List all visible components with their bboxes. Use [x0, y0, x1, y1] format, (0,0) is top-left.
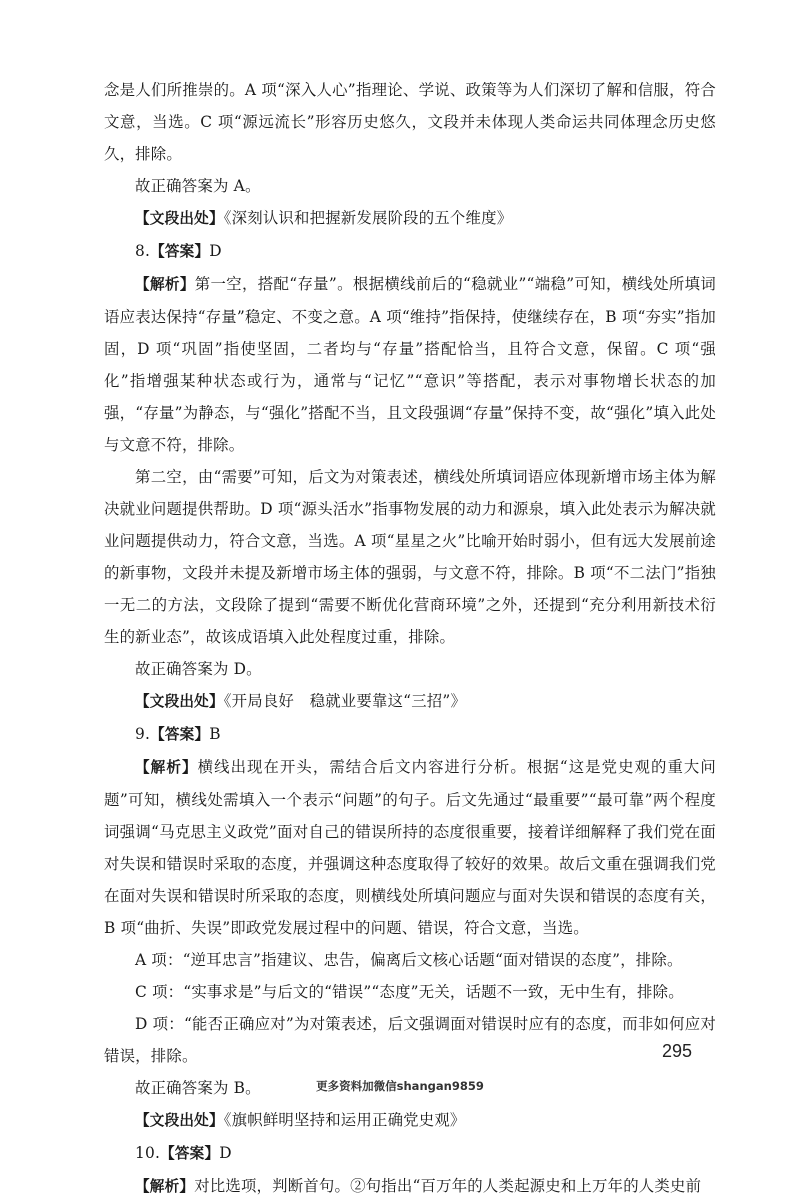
question-number: 8. — [135, 242, 151, 260]
paragraph — [104, 461, 716, 653]
source-label: 【文段出处】 — [135, 693, 224, 710]
paragraph — [104, 976, 716, 1008]
source-label: 【文段出处】 — [135, 210, 224, 227]
paragraph-text: 念是人们所推崇的。A 项“深入人心”指理论、学说、政策等为人们深切了解和信服，符合文意，当选。C 项“源远流长”形容历史悠久，文段并未体现人类命运共同体理念历史悠久，排除。 — [104, 81, 716, 163]
paragraph-text: 故正确答案为 B。 — [135, 1079, 261, 1097]
analysis-paragraph — [104, 1170, 716, 1203]
footer-note: 更多资料加微信shangan9859 — [316, 1079, 484, 1093]
analysis-label: 【解析】 — [135, 759, 198, 776]
paragraph-text: 故正确答案为 A。 — [135, 177, 261, 195]
paragraph-text: D 项：“能否正确应对”为对策表述，后文强调面对错误时应有的态度，而非如何应对错误，排除。 — [104, 1015, 716, 1065]
source-line — [104, 1104, 716, 1137]
source-line — [104, 685, 716, 718]
analysis-label: 【解析】 — [135, 1178, 195, 1195]
source-title: 《开局良好 稳就业要靠这“三招”》 — [223, 692, 467, 710]
paragraph-text: 第二空，由“需要”可知，后文为对策表述，横线处所填词语应体现新增市场主体为解决就业问题提供帮助。D 项“源头活水”指事物发展的动力和源泉，填入此处表示为解决就业问题提供动力，符合文意，当选。A 项“星星之火”比喻开始时弱小，但有远大发展前途的新事物，文段并未提及新增市场主体的强弱，与文意不符，排除。B 项“不二法门”指独一无二的方法，文段除了提到“需要不断优化营商环境”之外，还提到“充分利用新技术衍生的新业态”，故该成语填入此处程度过重，排除。 — [104, 468, 716, 646]
paragraph — [104, 170, 716, 202]
analysis-paragraph — [104, 268, 716, 461]
paragraph-text: A 项：“逆耳忠言”指建议、忠告，偏离后文核心话题“面对错误的态度”，排除。 — [135, 951, 683, 969]
answer-value: B — [209, 725, 221, 743]
paragraph — [104, 1008, 716, 1072]
paragraph — [104, 653, 716, 685]
analysis-label: 【解析】 — [135, 276, 195, 293]
question-number: 9. — [135, 725, 151, 743]
analysis-paragraph — [104, 751, 716, 944]
body-text — [104, 74, 716, 1203]
answer-label: 【答案】 — [160, 1145, 220, 1162]
source-title: 《旗帜鲜明坚持和运用正确党史观》 — [223, 1111, 466, 1129]
source-label: 【文段出处】 — [135, 1112, 224, 1129]
source-line — [104, 202, 716, 235]
answer-line — [104, 718, 716, 751]
question-number: 10. — [135, 1144, 161, 1162]
paragraph — [104, 944, 716, 976]
answer-line — [104, 1137, 716, 1170]
paragraph-text: 故正确答案为 D。 — [135, 660, 262, 678]
answer-value: D — [209, 242, 222, 260]
paragraph-text: 横线出现在开头，需结合后文内容进行分析。根据“这是党史观的重大问题”可知，横线处需填入一个表示“问题”的句子。后文先通过“最重要”“最可靠”两个程度词强调“马克思主义政党”面对自己的错误所持的态度很重要，接着详细解释了我们党在面对失误和错误时采取的态度，并强调这种态度取得了较好的效果。故后文重在强调我们党在面对失误和错误时所采取的态度，则横线处所填问题应与面对失误和错误的态度有关，B 项“曲折、失误”即政党发展过程中的问题、错误，符合文意，当选。 — [104, 758, 716, 937]
answer-label: 【答案】 — [150, 243, 210, 260]
paragraph-text: 第一空，搭配“存量”。根据横线前后的“稳就业”“端稳”可知，横线处所填词语应表达保持“存量”稳定、不变之意。A 项“维持”指保持，使继续存在，B 项“夯实”指加固，D 项“巩固”指使坚固，二者均与“存量”搭配恰当，且符合文意，保留。C 项“强化”指增强某种状态或行为，通常与“记忆”“意识”等搭配，表示对事物增长状态的加强，“存量”为静态，与“强化”搭配不当，且文段强调“存量”保持不变，故“强化”填入此处与文意不符，排除。 — [104, 275, 716, 454]
paragraph — [104, 74, 716, 170]
answer-label: 【答案】 — [150, 726, 210, 743]
answer-line — [104, 235, 716, 268]
answer-value: D — [219, 1144, 232, 1162]
paragraph-text: C 项：“实事求是”与后文的“错误”“态度”无关，话题不一致，无中生有，排除。 — [135, 983, 684, 1001]
page-number: 295 — [661, 1041, 692, 1061]
source-title: 《深刻认识和把握新发展阶段的五个维度》 — [223, 209, 513, 227]
paragraph-text: 对比选项，判断首句。②句指出“百万年的人类起源史和上万年的人类史前 — [194, 1177, 702, 1195]
